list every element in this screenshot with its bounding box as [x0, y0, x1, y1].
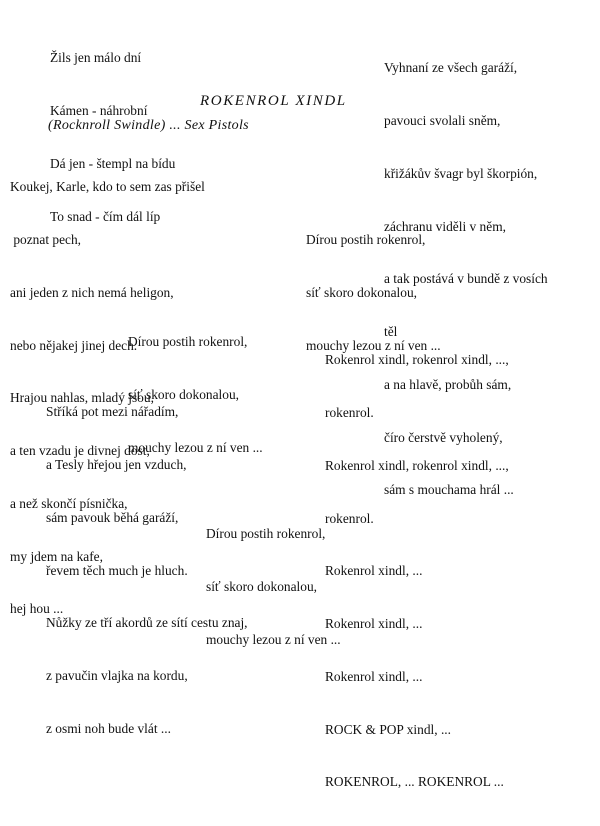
outro-line: Rokenrol xindl, ... [325, 668, 423, 684]
verse-line: Nůžky ze tří akordů ze sítí cestu znaj, [46, 615, 248, 631]
verse-line: řevem těch much je hluch. [46, 562, 188, 578]
verse-line: a než skončí písnička, [10, 495, 128, 511]
verse-line: a na hlavě, probůh sám, [384, 376, 512, 392]
chorus-line: síť skoro dokonalou, [128, 386, 239, 402]
verse-line: sám s mouchama hrál ... [384, 482, 514, 498]
chorus-line: Dírou postih rokenrol, [306, 232, 426, 248]
outro-line: ROCK & POP xindl, ... [325, 721, 451, 737]
verse-line: těl [384, 324, 398, 340]
chorus-line: Dírou postih rokenrol, [206, 526, 326, 542]
outro-line: Rokenrol xindl, rokenrol xindl, ..., [325, 457, 509, 473]
outro [325, 316, 509, 826]
verse-line: číro čerstvě vyholený, [384, 429, 503, 445]
verse-line: Žils jen málo dní [50, 50, 142, 66]
verse-line: hej hou ... [10, 601, 64, 617]
verse-line: a ten vzadu je divnej dost, [10, 443, 150, 459]
outro-line: rokenrol. [325, 510, 374, 526]
verse-line: z pavučin vlajka na kordu, [46, 668, 188, 684]
verse-line: ani jeden z nich nemá heligon, [10, 284, 174, 300]
verse-line: nebo nějakej jinej dech. [10, 337, 138, 353]
chorus-line: Dírou postih rokenrol, [128, 334, 248, 350]
verse-line: z osmi noh bude vlát ... [46, 720, 171, 736]
verse-line: Koukej, Karle, kdo to sem zas přišel [10, 179, 205, 195]
verse-line: pavouci svolali sněm, [384, 112, 501, 128]
verse-line: Dá jen - štempl na bídu [50, 155, 176, 171]
verse-line: záchranu viděli v něm, [384, 218, 506, 234]
outro-line: Rokenrol xindl, ... [325, 616, 423, 632]
verse-line: Hrajou nahlas, mladý jsou, [10, 390, 154, 406]
verse-line: my jdem na kafe, [10, 548, 103, 564]
chorus-line: síť skoro dokonalou, [206, 578, 317, 594]
verse-line: Stříká pot mezi nářadím, [46, 404, 179, 420]
verse-line: a Tesly hřejou jen vzduch, [46, 456, 187, 472]
verse-line: To snad - čím dál líp [50, 208, 161, 224]
outro-line: Rokenrol xindl, ... [325, 563, 423, 579]
verse-line: křižákův švagr byl škorpión, [384, 165, 538, 181]
outro-line: Rokenrol xindl, rokenrol xindl, ..., [325, 352, 509, 368]
verse-line: a tak postává v bundě z vosích [384, 271, 548, 287]
chorus-line: síť skoro dokonalou, [306, 284, 417, 300]
chorus-bottom [206, 490, 341, 684]
song-title: ROKENROL XINDL [200, 93, 347, 109]
chorus-line: mouchy lezou z ní ven ... [306, 337, 441, 353]
verse-line: sám pavouk běhá garáží, [46, 509, 179, 525]
outro-line: rokenrol. [325, 404, 374, 420]
outro-line: ROKENROL, ... ROKENROL ... [325, 774, 504, 790]
song-subtitle: (Rocknroll Swindle) ... Sex Pistols [48, 118, 249, 133]
verse-line: poznat pech, [10, 231, 82, 247]
chorus-line: mouchy lezou z ní ven ... [206, 631, 341, 647]
verse-line: Vyhnaní ze všech garáží, [384, 60, 518, 76]
chorus-line: mouchy lezou z ní ven ... [128, 439, 263, 455]
verse-line: Kámen - náhrobní [50, 102, 148, 118]
